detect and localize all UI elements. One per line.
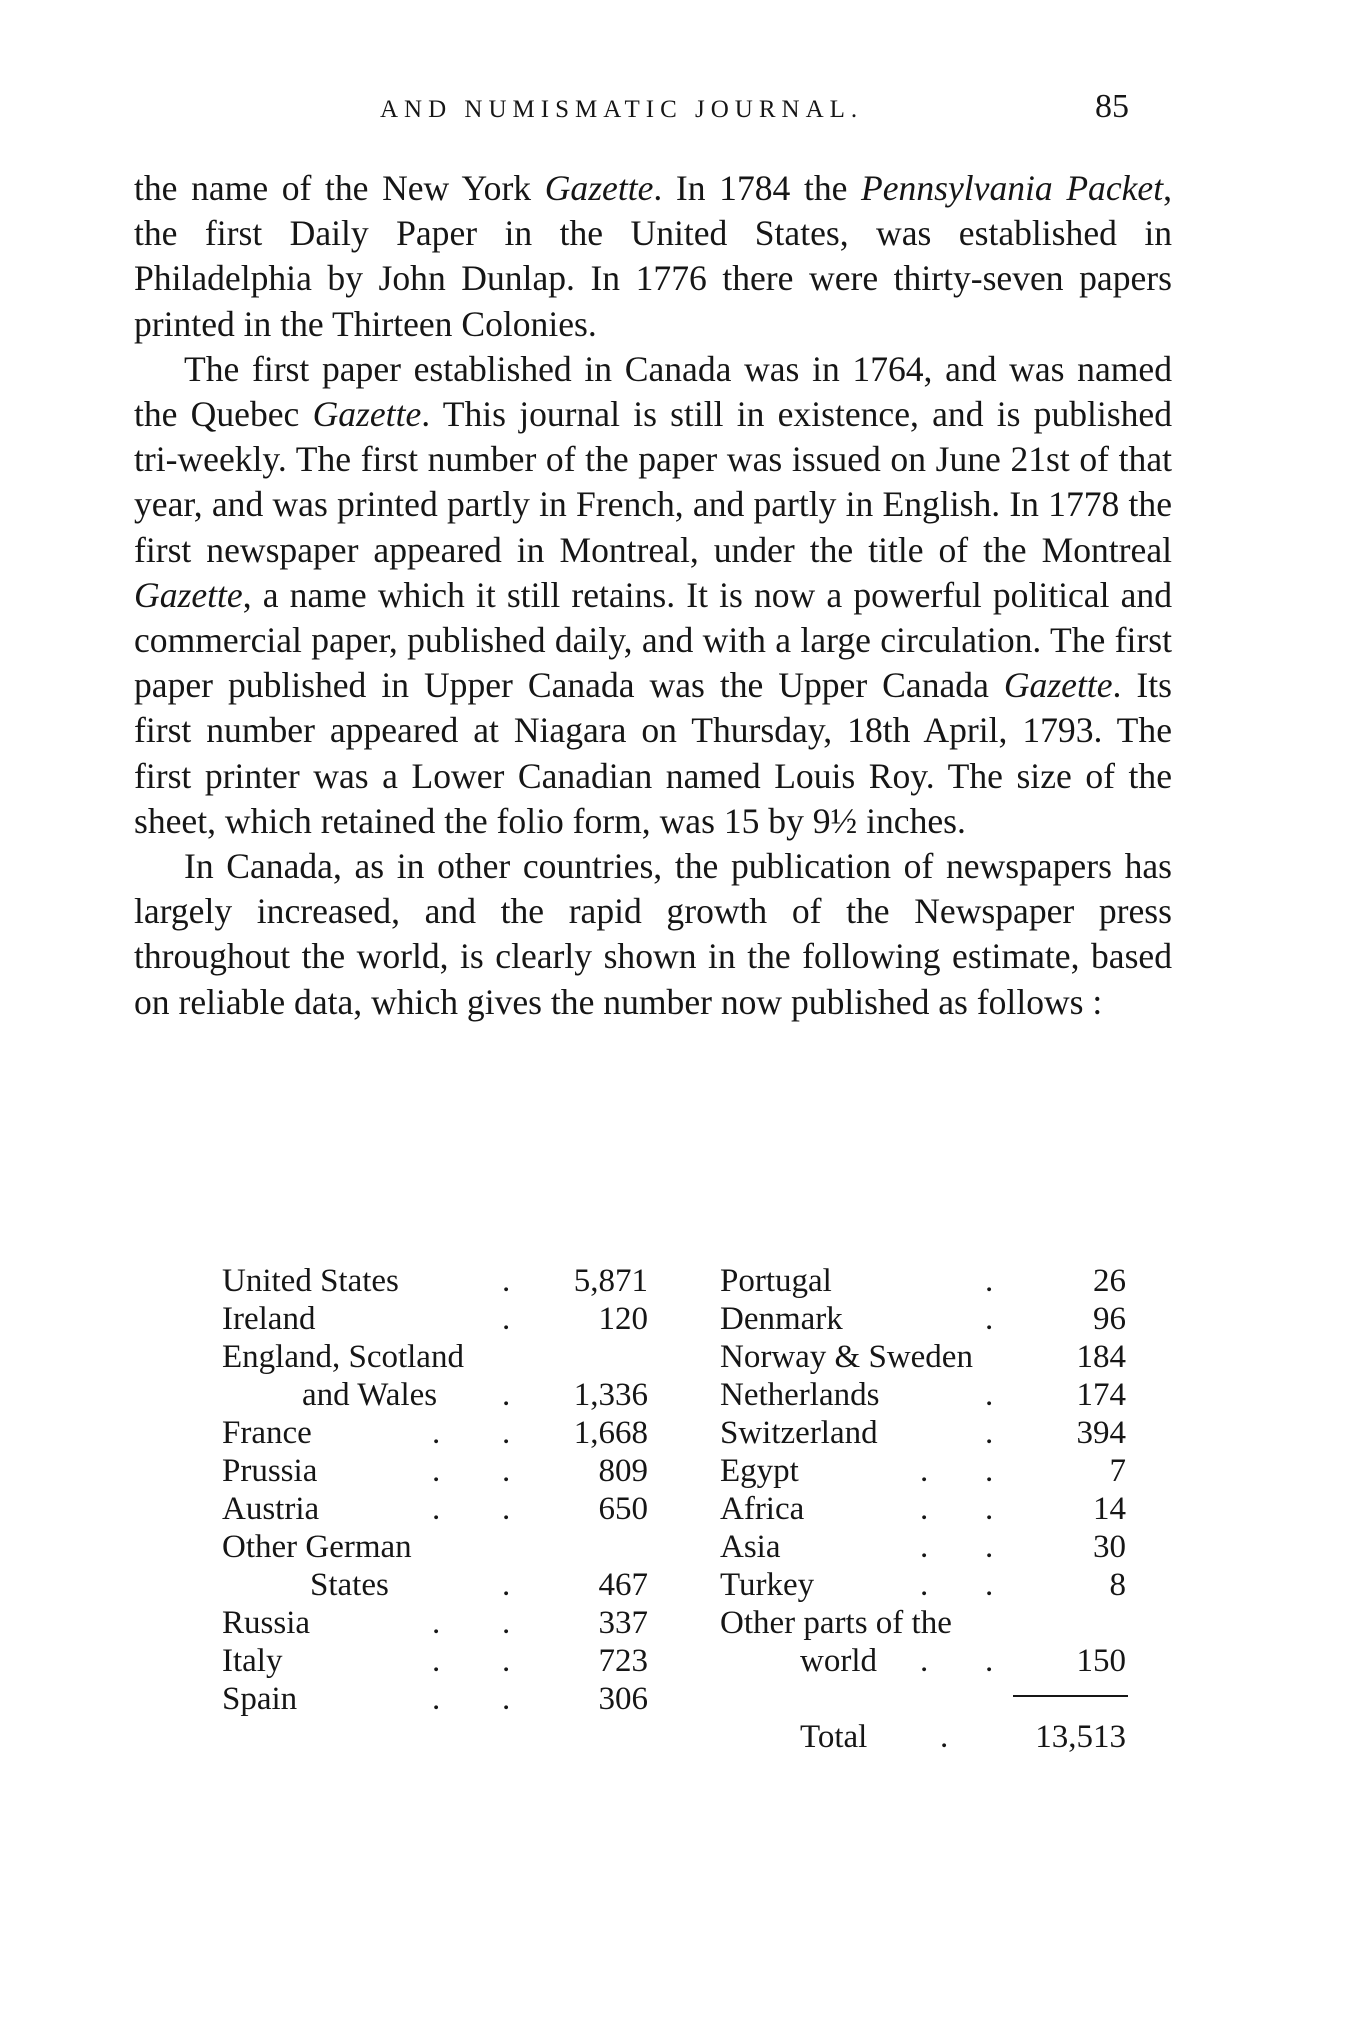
count-value: 394	[1076, 1415, 1126, 1451]
count-value: 26	[1093, 1263, 1126, 1299]
country-label: Netherlands	[720, 1377, 880, 1413]
country-label: world	[800, 1643, 877, 1679]
country-label: England, Scotland	[222, 1339, 464, 1375]
country-label: Other parts of the	[720, 1605, 952, 1641]
leader-dot: .	[502, 1567, 511, 1603]
count-value: 650	[598, 1491, 648, 1527]
country-label: Asia	[720, 1529, 781, 1565]
table-row	[0, 1642, 1347, 1680]
country-label: Ireland	[222, 1301, 316, 1337]
table-row	[0, 1566, 1347, 1604]
country-label: Italy	[222, 1643, 283, 1679]
leader-dot: .	[985, 1567, 994, 1603]
table-row	[0, 1300, 1347, 1338]
text-run: the name of the New York	[134, 168, 545, 208]
leader-dot: .	[502, 1453, 511, 1489]
leader-dot: .	[920, 1453, 929, 1489]
italic-title: Gazette	[134, 574, 243, 615]
text-run: The first paper established in Canada was in 1764, and was named the Quebec	[134, 348, 1172, 435]
table-row	[0, 1376, 1347, 1414]
text-run: . Its first number appeared at Niagara on Thursday, 18th April, 1793. The first printer was a Lower Canadian named Louis Roy. The size of the sheet, which retained the folio form, was 15 by 9½ inches.	[134, 665, 1172, 841]
table-row	[0, 1490, 1347, 1528]
country-label: Turkey	[720, 1567, 815, 1603]
table-row	[0, 1452, 1347, 1490]
country-label: Norway & Sweden	[720, 1339, 973, 1375]
leader-dot: .	[985, 1529, 994, 1565]
count-value: 723	[598, 1643, 648, 1679]
newspaper-table	[0, 1262, 1347, 1755]
leader-dot: .	[985, 1377, 994, 1413]
total-rule	[1013, 1695, 1128, 1697]
table-row	[0, 1528, 1347, 1566]
country-label: Other German	[222, 1529, 412, 1565]
total-row	[0, 1718, 1347, 1760]
leader-dot: .	[432, 1453, 441, 1489]
leader-dot: .	[432, 1415, 441, 1451]
leader-dot: .	[502, 1415, 511, 1451]
italic-title: Pennsylvania Packet	[861, 168, 1164, 208]
page-number: 85	[1095, 88, 1129, 125]
count-value: 1,336	[573, 1377, 648, 1413]
leader-dot: .	[502, 1605, 511, 1641]
count-value: 337	[598, 1605, 648, 1641]
count-value: 467	[598, 1567, 648, 1603]
leader-dot: .	[432, 1681, 441, 1717]
count-value: 306	[598, 1681, 648, 1717]
country-label: Russia	[222, 1605, 311, 1641]
leader-dot: .	[432, 1491, 441, 1527]
leader-dot: .	[432, 1643, 441, 1679]
leader-dot: .	[985, 1643, 994, 1679]
count-value: 14	[1093, 1491, 1126, 1527]
count-value: 174	[1076, 1377, 1126, 1413]
count-value: 96	[1093, 1301, 1126, 1337]
total-label: Total	[800, 1719, 868, 1755]
count-value: 7	[1109, 1453, 1126, 1489]
total-value: 13,513	[1035, 1719, 1126, 1755]
table-row	[0, 1414, 1347, 1452]
table-row	[0, 1338, 1347, 1376]
italic-title: Gazette	[1003, 665, 1113, 706]
country-label: Denmark	[720, 1301, 843, 1337]
paragraph-1	[134, 166, 1172, 347]
body-text	[134, 166, 1172, 1025]
count-value: 1,668	[573, 1415, 648, 1451]
italic-title: Gazette	[312, 394, 422, 435]
country-label: United States	[222, 1263, 399, 1299]
italic-title: Gazette	[544, 168, 654, 208]
leader-dot: .	[502, 1301, 511, 1337]
country-label: Portugal	[720, 1263, 832, 1299]
leader-dot: .	[502, 1643, 511, 1679]
count-value: 150	[1076, 1643, 1126, 1679]
count-value: 809	[598, 1453, 648, 1489]
leader-dot: .	[985, 1301, 994, 1337]
count-value: 184	[1076, 1339, 1126, 1375]
leader-dot: .	[502, 1263, 511, 1299]
text-run: , a name which it still retains. It is now a powerful political and commercial paper, published daily, and with a large circulation. The first paper published in Upper Canada was the Upper Canada	[134, 574, 1172, 706]
leader-dot: .	[502, 1377, 511, 1413]
country-label: Austria	[222, 1491, 320, 1527]
text-run: , the first Daily Paper in the United States, was established in Philadelphia by John Dunlap. In 1776 there were thirty-seven papers printed in the Thirteen Colonies.	[134, 168, 1172, 344]
table-row	[0, 1604, 1347, 1642]
table-row	[0, 1680, 1347, 1718]
count-value: 5,871	[573, 1263, 648, 1299]
country-label: States	[310, 1567, 389, 1603]
text-run: . In 1784 the	[653, 168, 862, 208]
running-header: AND NUMISMATIC JOURNAL.	[380, 96, 864, 123]
country-label: Egypt	[720, 1453, 799, 1489]
leader-dot: .	[920, 1491, 929, 1527]
paragraph-2	[134, 347, 1172, 844]
count-value: 30	[1093, 1529, 1126, 1565]
table-row	[0, 1262, 1347, 1300]
leader-dot: .	[920, 1529, 929, 1565]
leader-dot: .	[985, 1453, 994, 1489]
country-label: Switzerland	[720, 1415, 878, 1451]
country-label: and Wales	[302, 1377, 438, 1413]
country-label: Spain	[222, 1681, 298, 1717]
country-label: France	[222, 1415, 312, 1451]
leader-dot: .	[920, 1567, 929, 1603]
leader-dot: .	[940, 1719, 949, 1755]
leader-dot: .	[985, 1263, 994, 1299]
count-value: 120	[598, 1301, 648, 1337]
leader-dot: .	[502, 1491, 511, 1527]
leader-dot: .	[432, 1605, 441, 1641]
count-value: 8	[1109, 1567, 1126, 1603]
leader-dot: .	[985, 1491, 994, 1527]
leader-dot: .	[920, 1643, 929, 1679]
leader-dot: .	[502, 1681, 511, 1717]
country-label: Prussia	[222, 1453, 318, 1489]
text-run: . This journal is still in existence, and is published tri-weekly. The first number of the paper was issued on June 21st of that year, and was printed partly in French, and partly in English. In 1778 the first newspaper appeared in Montreal, under the title of the Montreal	[134, 394, 1173, 570]
leader-dot: .	[985, 1415, 994, 1451]
paragraph-3: In Canada, as in other countries, the publication of newspapers has largely increased, and the rapid growth of the Newspaper press throughout the world, is clearly shown in the following estimate, based on reliable data, which gives the number now published as follows :	[134, 846, 1172, 1022]
country-label: Africa	[720, 1491, 805, 1527]
